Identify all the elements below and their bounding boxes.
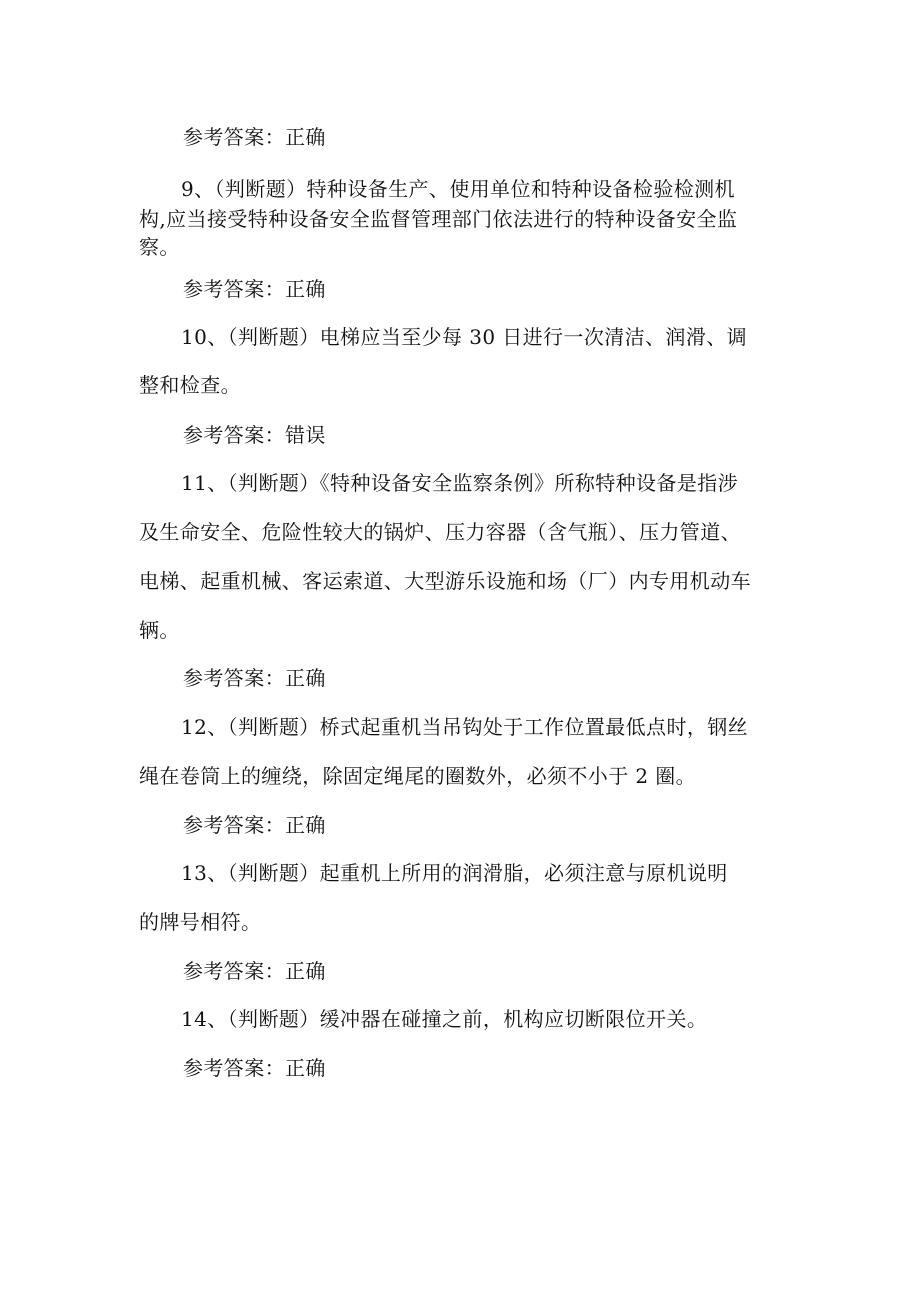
question-11-line-4: 辆。 [139,618,180,642]
question-11-line-2: 及生命安全、危险性较大的锅炉、压力容器（含气瓶）、压力管道、 [139,520,741,544]
answer-13: 参考答案：正确 [183,959,326,983]
question-14-line-1: 14、（判断题）缓冲器在碰撞之前，机构应切断限位开关。 [181,1007,708,1031]
question-12-line-1: 12、（判断题）桥式起重机当吊钩处于工作位置最低点时，钢丝 [181,715,749,739]
answer-14: 参考答案：正确 [183,1056,326,1080]
question-12-line-2: 绳在卷筒上的缠绕，除固定绳尾的圈数外，必须不小于 2 圈。 [139,764,697,788]
answer-9: 参考答案：正确 [183,277,326,301]
question-9-line-3: 察。 [139,235,180,259]
answer-10: 参考答案：错误 [183,423,326,447]
question-13-line-1: 13、（判断题）起重机上所用的润滑脂，必须注意与原机说明 [181,861,728,885]
question-10-line-2: 整和检查。 [139,373,241,397]
answer-12: 参考答案：正确 [183,813,326,837]
question-11-line-1: 11、（判断题）《特种设备安全监察条例》所称特种设备是指涉 [181,471,739,495]
question-10-line-1: 10、（判断题）电梯应当至少每 30 日进行一次清洁、润滑、调 [181,325,748,349]
question-9-line-1: 9、（判断题）特种设备生产、使用单位和特种设备检验检测机 [181,177,735,201]
question-9-line-2: 构,应当接受特种设备安全监督管理部门依法进行的特种设备安全监 [139,207,738,231]
question-13-line-2: 的牌号相符。 [139,910,262,934]
question-11-line-3: 电梯、起重机械、客运索道、大型游乐设施和场（厂）内专用机动车 [139,569,751,593]
answer-11: 参考答案：正确 [183,666,326,690]
answer-8: 参考答案：正确 [183,125,326,149]
